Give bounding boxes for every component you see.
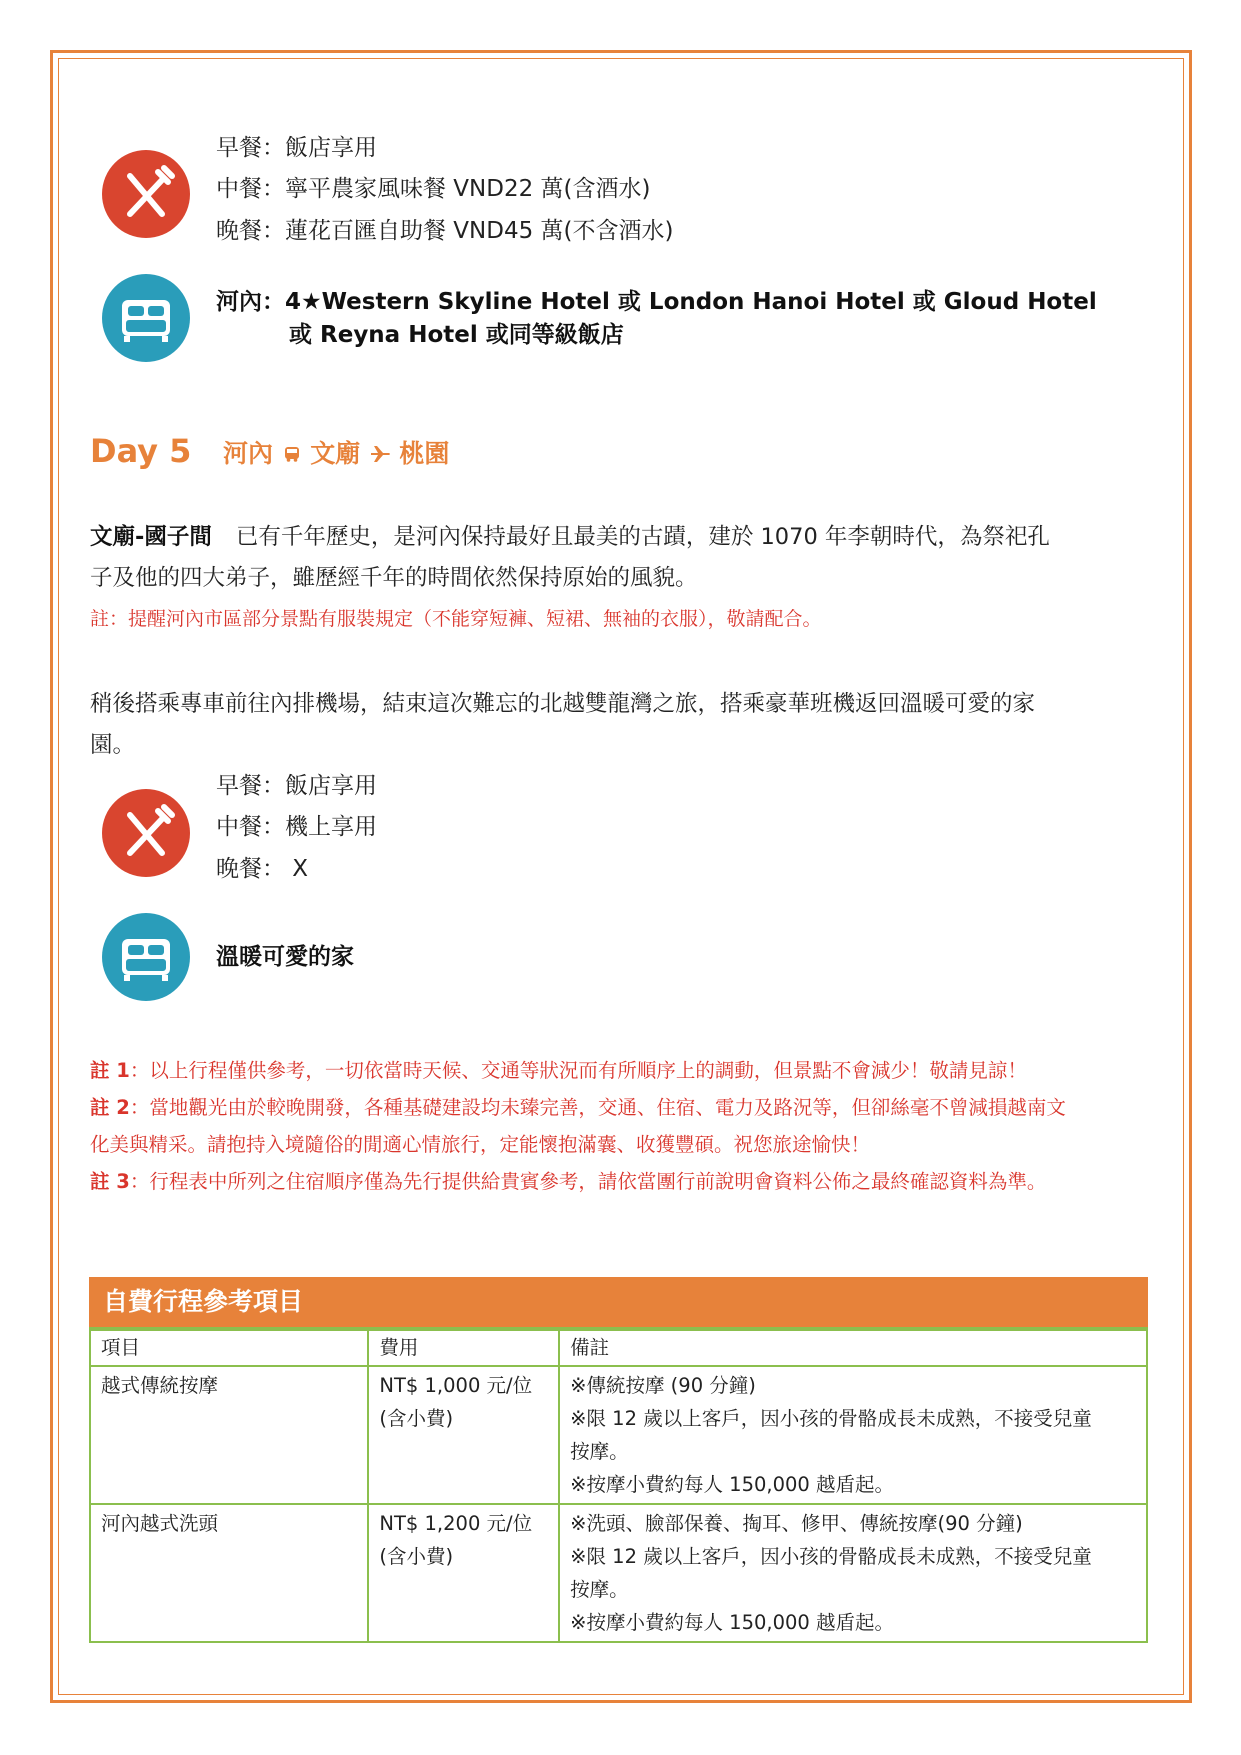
temple-desc-line1: 已有千年歷史，是河內保持最好且最美的古蹟，建於 1070 年李朝時代，為祭祀孔	[235, 524, 1050, 550]
item-cell: 越式傳統按摩	[90, 1366, 368, 1504]
day5-dinner: 晚餐： X	[216, 856, 309, 882]
note-item: 註 2：當地觀光由於較晚開發，各種基礎建設均未臻完善，交通、住宿、電力及路況等，但卻絲毫不曾減損越南文	[90, 1096, 1066, 1119]
departure-line1: 稍後搭乘專車前往內排機場，結束這次難忘的北越雙龍灣之旅，搭乘豪華班機返回溫暖可愛的家	[90, 691, 1036, 717]
notes-block	[90, 1052, 1150, 1200]
table-header-cell: 項目	[90, 1330, 368, 1366]
note-item: 註 1：以上行程僅供參考，一切依當時天候、交通等狀況而有所順序上的調動，但景點不會減少！敬請見諒！	[90, 1059, 1027, 1082]
day5-title	[90, 432, 449, 472]
route-stop: 文廟	[310, 439, 361, 468]
table-row	[90, 1504, 1147, 1642]
temple-desc-line2: 子及他的四大弟子，雖歷經千年的時間依然保持原始的風貌。	[90, 565, 698, 591]
table-header-cell: 費用	[368, 1330, 559, 1366]
dress-code-note: 註：提醒河內市區部分景點有服裝規定（不能穿短褲、短裙、無袖的衣服），敬請配合。	[90, 608, 822, 630]
day4-lunch: 中餐：寧平農家風味餐 VND22 萬(含酒水)	[216, 176, 651, 202]
price-cell: NT$ 1,200 元/位 (含小費)	[368, 1504, 559, 1642]
item-cell: 河內越式洗頭	[90, 1504, 368, 1642]
day5-lunch: 中餐：機上享用	[216, 814, 377, 840]
table-row	[90, 1366, 1147, 1504]
bus-icon	[282, 444, 302, 464]
hotel-bed-icon	[102, 913, 190, 1001]
departure-paragraph	[90, 684, 1150, 766]
remarks-cell: ※傳統按摩 (90 分鐘) ※限 12 歲以上客戶，因小孩的骨骼成長未成熟，不接受兒童 按摩。 ※按摩小費約每人 150,000 越盾起。	[559, 1366, 1147, 1504]
table-header-row	[90, 1330, 1147, 1366]
route-stop: 河內	[223, 439, 274, 468]
route-stop: 桃園	[399, 439, 450, 468]
day4-breakfast: 早餐：飯店享用	[216, 135, 377, 161]
airplane-icon	[369, 444, 391, 464]
optional-table-title: 自費行程參考項目	[89, 1277, 1148, 1329]
day5-breakfast: 早餐：飯店享用	[216, 773, 377, 799]
departure-line2: 園。	[90, 732, 136, 758]
note-item: 註 3：行程表中所列之住宿順序僅為先行提供給貴賓參考，請依當團行前說明會資料公佈之最終確認資料為準。	[90, 1170, 1047, 1193]
remarks-cell: ※洗頭、臉部保養、掏耳、修甲、傳統按摩(90 分鐘) ※限 12 歲以上客戶，因小孩的骨骼成長未成熟，不接受兒童 按摩。 ※按摩小費約每人 150,000 越盾起。	[559, 1504, 1147, 1642]
optional-fees-table	[89, 1329, 1148, 1643]
meal-icon	[102, 789, 190, 877]
day4-hotel-line2: 或 Reyna Hotel 或同等級飯店	[289, 322, 624, 348]
temple-paragraph	[90, 517, 1150, 599]
day4-hotel-line1: 河內：4★Western Skyline Hotel 或 London Hanoi Hotel 或 Gloud Hotel	[216, 289, 1097, 315]
price-cell: NT$ 1,000 元/位 (含小費)	[368, 1366, 559, 1504]
temple-title: 文廟-國子間	[90, 524, 212, 550]
day4-dinner: 晚餐：蓮花百匯自助餐 VND45 萬(不含酒水)	[216, 218, 674, 244]
day-label: Day 5	[90, 432, 192, 470]
hotel-bed-icon	[102, 274, 190, 362]
day5-hotel: 溫暖可愛的家	[216, 944, 354, 970]
table-header-cell: 備註	[559, 1330, 1147, 1366]
meal-icon	[102, 150, 190, 238]
note-item: 化美與精采。請抱持入境隨俗的閒適心情旅行，定能懷抱滿囊、收獲豐碩。祝您旅途愉快！	[90, 1133, 871, 1156]
